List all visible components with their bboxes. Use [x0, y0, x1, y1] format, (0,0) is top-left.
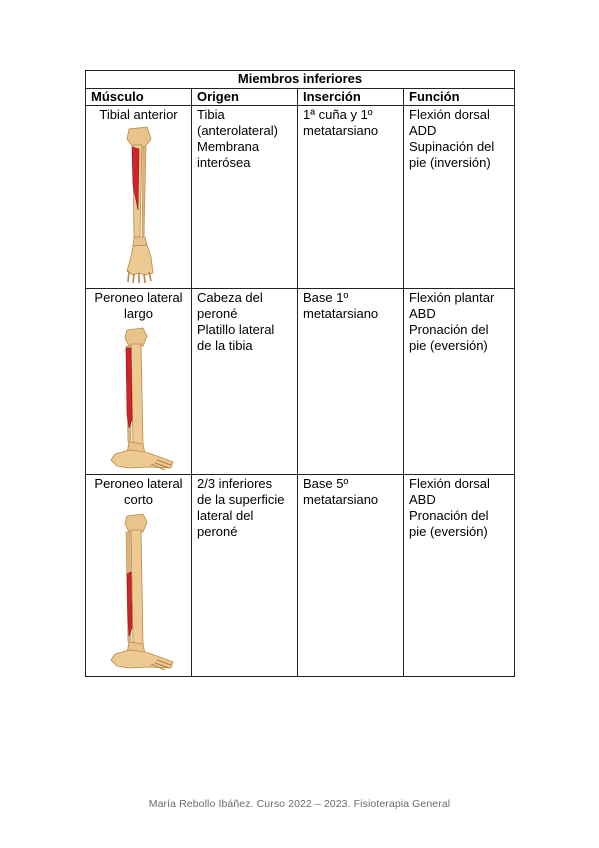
- header-origen: Origen: [192, 89, 298, 106]
- origin-line: de la tibia: [197, 338, 253, 353]
- page-footer: María Rebollo Ibáñez. Curso 2022 – 2023. Fisioterapia General: [148, 798, 451, 810]
- table-title: Miembros inferiores: [86, 71, 515, 89]
- function-line: Supinación del: [409, 139, 495, 154]
- table-row: [86, 106, 515, 289]
- insertion-cell: [298, 289, 404, 475]
- origin-cell: [192, 475, 298, 677]
- header-funcion: Función: [404, 89, 515, 106]
- insertion-line: Base 1º: [303, 290, 349, 305]
- table-row: [86, 475, 515, 677]
- muscle-name: corto: [124, 492, 153, 507]
- origin-line: (anterolateral): [197, 123, 278, 138]
- function-line: pie (eversión): [409, 338, 488, 353]
- muscle-name: largo: [124, 306, 153, 321]
- origin-line: lateral del: [197, 508, 254, 523]
- tibialis-anterior-illustration: [109, 125, 169, 285]
- function-line: pie (eversión): [409, 524, 488, 539]
- origin-line: 2/3 inferiores: [197, 476, 273, 491]
- insertion-line: metatarsiano: [303, 306, 379, 321]
- function-line: Flexión dorsal: [409, 107, 490, 122]
- peroneus-longus-illustration: [99, 324, 179, 474]
- function-cell: [404, 475, 515, 677]
- origin-line: Cabeza del: [197, 290, 263, 305]
- function-line: Pronación del: [409, 322, 489, 337]
- function-line: Flexión dorsal: [409, 476, 490, 491]
- muscles-table: [85, 70, 515, 677]
- header-musculo: Músculo: [86, 89, 192, 106]
- origin-cell: [192, 106, 298, 289]
- insertion-line: metatarsiano: [303, 123, 379, 138]
- muscle-name: Peroneo lateral: [94, 290, 183, 305]
- origin-line: de la superficie: [197, 492, 285, 507]
- insertion-line: Base 5º: [303, 476, 349, 491]
- insertion-cell: [298, 475, 404, 677]
- table-row: [86, 289, 515, 475]
- origin-line: interósea: [197, 155, 251, 170]
- muscle-cell: [86, 475, 192, 677]
- function-line: Pronación del: [409, 508, 489, 523]
- origin-line: Tibia: [197, 107, 225, 122]
- muscle-cell: [86, 106, 192, 289]
- header-row: [86, 89, 515, 106]
- peroneus-brevis-illustration: [99, 510, 179, 675]
- function-cell: [404, 106, 515, 289]
- origin-line: Platillo lateral: [197, 322, 275, 337]
- origin-cell: [192, 289, 298, 475]
- function-line: ABD: [409, 492, 436, 507]
- insertion-line: 1ª cuña y 1º: [303, 107, 373, 122]
- function-line: pie (inversión): [409, 155, 491, 170]
- header-insercion: Inserción: [298, 89, 404, 106]
- origin-line: Membrana: [197, 139, 260, 154]
- muscle-cell: [86, 289, 192, 475]
- function-line: ADD: [409, 123, 437, 138]
- insertion-cell: [298, 106, 404, 289]
- origin-line: peroné: [197, 306, 238, 321]
- function-cell: [404, 289, 515, 475]
- function-line: ABD: [409, 306, 436, 321]
- muscle-name: Peroneo lateral: [94, 476, 183, 491]
- insertion-line: metatarsiano: [303, 492, 379, 507]
- muscle-name: Tibial anterior: [99, 107, 178, 122]
- origin-line: peroné: [197, 524, 238, 539]
- function-line: Flexión plantar: [409, 290, 495, 305]
